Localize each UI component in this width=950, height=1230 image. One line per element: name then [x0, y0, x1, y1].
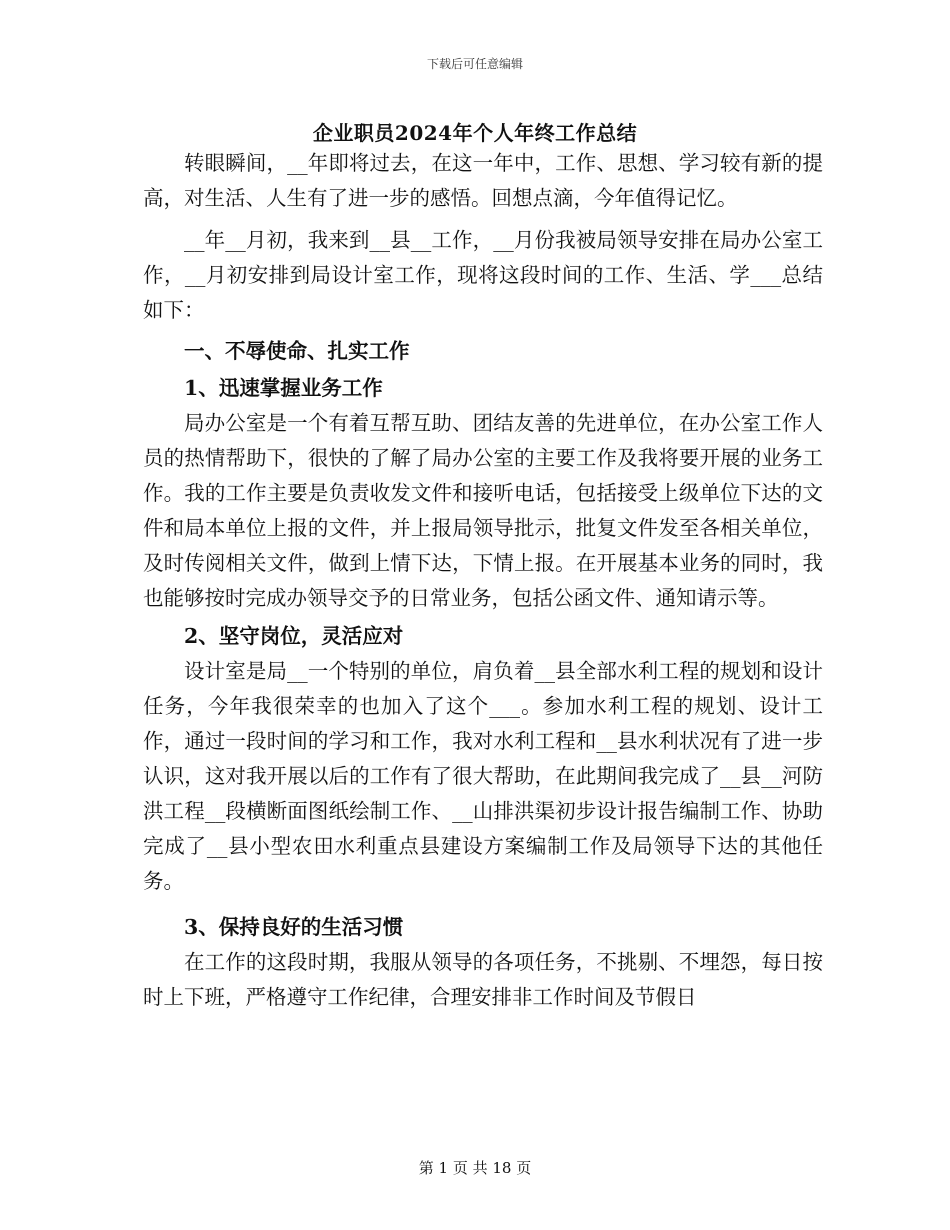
header-note: 下载后可任意编辑: [426, 57, 523, 71]
page-footer: 第 1 页 共 18 页: [418, 1159, 532, 1177]
subsection-heading-3: 3、保持良好的生活习惯: [184, 915, 404, 939]
document-body: [143, 146, 823, 1015]
paragraph-subsection-3: 在工作的这段时期，我服从领导的各项任务，不挑剔、不埋怨，每日按时上下班，严格遵守工作纪律，合理安排非工作时间及节假日: [143, 950, 823, 1009]
subsection-heading-1: 1、迅速掌握业务工作: [184, 376, 383, 400]
section-heading-1: 一、不辱使命、扎实工作: [184, 339, 410, 363]
document-title: 企业职员2024年个人年终工作总结: [312, 121, 638, 145]
paragraph-intro-1: 转眼瞬间，__年即将过去，在这一年中，工作、思想、学习较有新的提高，对生活、人生有了进一步的感悟。回想点滴，今年值得记忆。: [143, 151, 823, 210]
paragraph-subsection-1: 局办公室是一个有着互帮互助、团结友善的先进单位，在办公室工作人员的热情帮助下，很快的了解了局办公室的主要工作及我将要开展的业务工作。我的工作主要是负责收发文件和接听电话，包括接受上级单位下达的文件和局本单位上报的文件，并上报局领导批示，批复文件发至各相关单位，及时传阅相关文件，做到上情下达，下情上报。在开展基本业务的同时，我也能够按时完成办领导交予的日常业务，包括公函文件、通知请示等。: [143, 411, 823, 610]
paragraph-subsection-2: 设计室是局__一个特别的单位，肩负着__县全部水利工程的规划和设计任务，今年我很荣幸的也加入了这个___。参加水利工程的规划、设计工作，通过一段时间的学习和工作，我对水利工程和__县水利状况有了进一步认识，这对我开展以后的工作有了很大帮助，在此期间我完成了__县__河防洪工程__段横断面图纸绘制工作、__山排洪渠初步设计报告编制工作、协助完成了__县小型农田水利重点县建设方案编制工作及局领导下达的其他任务。: [143, 659, 823, 893]
paragraph-intro-2: __年__月初，我来到__县__工作，__月份我被局领导安排在局办公室工作，__月初安排到局设计室工作，现将这段时间的工作、生活、学___总结如下：: [143, 228, 823, 322]
subsection-heading-2: 2、坚守岗位，灵活应对: [184, 624, 404, 648]
